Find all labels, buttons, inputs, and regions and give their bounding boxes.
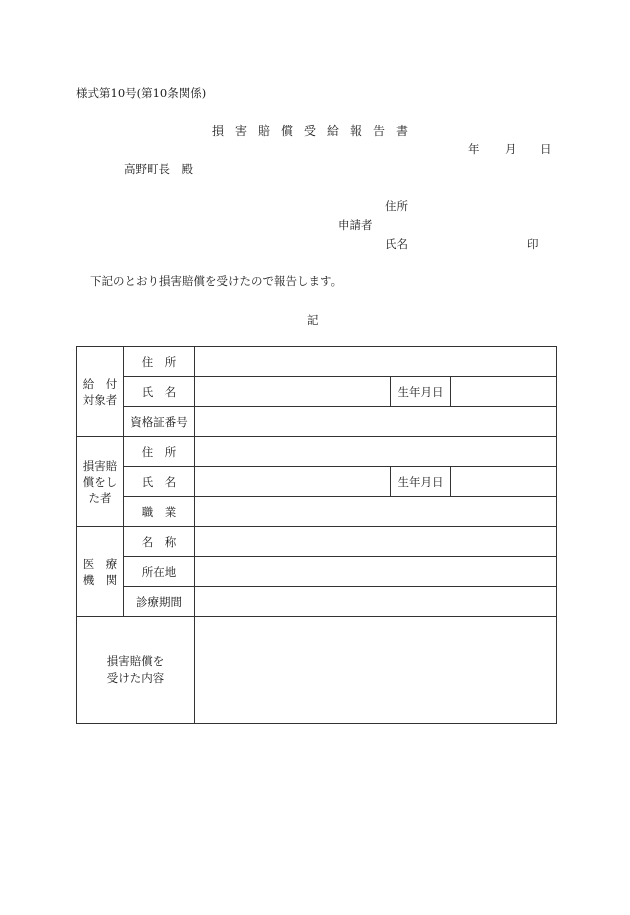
recipient-name-label: 氏 名 xyxy=(124,377,195,407)
seal-mark: 印 xyxy=(527,237,539,251)
report-statement: 下記のとおり損害賠償を受けたので報告します。 xyxy=(90,274,343,288)
liable-name-label: 氏 名 xyxy=(124,467,195,497)
liable-occupation-label: 職 業 xyxy=(124,497,195,527)
table-row xyxy=(77,377,557,407)
table-row xyxy=(77,467,557,497)
date-year-label: 年 xyxy=(468,142,480,156)
ki-heading: 記 xyxy=(307,313,319,327)
recipient-address-field[interactable] xyxy=(195,347,557,377)
form-number: 様式第10号(第10条関係) xyxy=(76,86,207,100)
medical-institution-group-label: 医 療 機 関 xyxy=(77,527,124,617)
table-row xyxy=(77,437,557,467)
recipient-dob-label: 生年月日 xyxy=(391,377,451,407)
table-row xyxy=(77,497,557,527)
date-month-label: 月 xyxy=(505,142,517,156)
institution-name-label: 名 称 xyxy=(124,527,195,557)
applicant-label: 申請者 xyxy=(338,218,373,232)
liable-occupation-field[interactable] xyxy=(195,497,557,527)
liable-dob-label: 生年月日 xyxy=(391,467,451,497)
applicant-address-label: 住所 xyxy=(385,199,408,213)
table-row xyxy=(77,347,557,377)
institution-location-label: 所在地 xyxy=(124,557,195,587)
document-title: 損害賠償受給報告書 xyxy=(212,124,420,138)
applicant-name-label: 氏名 xyxy=(385,237,408,251)
damages-content-label: 損害賠償を 受けた内容 xyxy=(77,617,195,724)
treatment-period-label: 診療期間 xyxy=(124,587,195,617)
qualification-number-label: 資格証番号 xyxy=(124,407,195,437)
date-day-label: 日 xyxy=(540,142,552,156)
table-row xyxy=(77,587,557,617)
table-row xyxy=(77,407,557,437)
table-row xyxy=(77,527,557,557)
recipient-dob-field[interactable] xyxy=(451,377,557,407)
liable-dob-field[interactable] xyxy=(451,467,557,497)
table-row xyxy=(77,617,557,724)
treatment-period-field[interactable] xyxy=(195,587,557,617)
addressee: 高野町長 殿 xyxy=(124,162,193,176)
damages-content-field[interactable] xyxy=(195,617,557,724)
institution-location-field[interactable] xyxy=(195,557,557,587)
liable-address-label: 住 所 xyxy=(124,437,195,467)
recipient-name-field[interactable] xyxy=(195,377,391,407)
liable-name-field[interactable] xyxy=(195,467,391,497)
recipient-group-label: 給 付 対象者 xyxy=(77,347,124,437)
recipient-address-label: 住 所 xyxy=(124,347,195,377)
liable-party-group-label: 損害賠 償をし た者 xyxy=(77,437,124,527)
liable-address-field[interactable] xyxy=(195,437,557,467)
institution-name-field[interactable] xyxy=(195,527,557,557)
qualification-number-field[interactable] xyxy=(195,407,557,437)
report-table xyxy=(76,346,557,724)
table-row xyxy=(77,557,557,587)
